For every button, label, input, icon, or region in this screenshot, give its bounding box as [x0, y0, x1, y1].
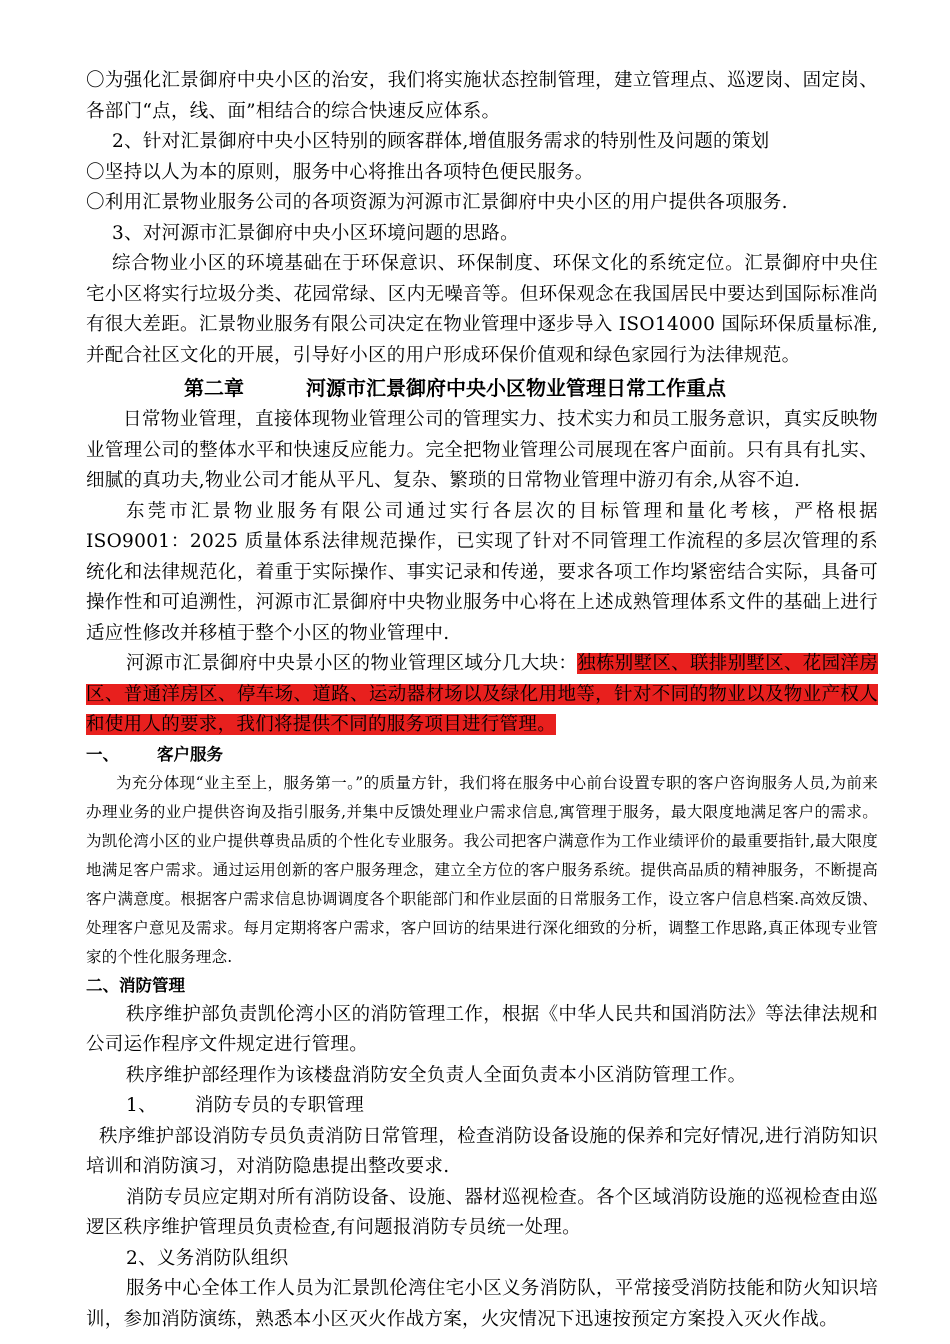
subsection-number: 1、 — [126, 1095, 157, 1116]
management-areas-text: 河源市汇景御府中央景小区的物业管理区域分几大块： — [126, 653, 578, 674]
environment-paragraph: 综合物业小区的环境基础在于环保意识、环保制度、环保文化的系统定位。汇景御府中央住宅小区将实行垃圾分类、花园常绿、区内无噪音等。但环保观念在我国居民中要达到国际标准尚有很大差距。汇景物业服务有限公司决定在物业管理中逐步导入 ISO14000 国际环保质量标准,并配合社区文化的开展，引导好小区的用户形成环保价值观和绿色家园行为法律规范。 — [86, 253, 878, 366]
subsection-heading-fire-specialist — [86, 1091, 878, 1122]
section-title: 客户服务 — [157, 744, 223, 764]
highlighted-areas-text: 独栋别墅区、联排别墅区、花园洋房区、普通洋房区、停车场、道路、运动器材场以及绿化用地等，针对不同的物业以及物业产权人和使用人的要求，我们将提供不同的服务项目进行管理。 — [86, 653, 879, 735]
daily-management-paragraph: 日常物业管理，直接体现物业管理公司的管理实力、技术实力和员工服务意识，真实反映物业管理公司的整体水平和快速反应能力。完全把物业管理公司展现在客户面前。只有具有扎实、细腻的真功夫,物业公司才能从平凡、复杂、繁琐的日常物业管理中游刃有余,从容不迫. — [86, 409, 878, 491]
fire-officer-paragraph: 秩序维护部经理作为该楼盘消防安全负责人全面负责本小区消防管理工作。 — [126, 1064, 747, 1086]
chapter-label: 第二章 — [184, 376, 244, 400]
fire-inspection-paragraph: 消防专员应定期对所有消防设备、设施、器材巡视检查。各个区域消防设施的巡视检查由巡逻区秩序维护管理员负责检查,有问题报消防专员统一处理。 — [86, 1186, 879, 1238]
section-number: 一、 — [86, 744, 119, 764]
document-page — [86, 66, 878, 1335]
quality-system-paragraph: 东莞市汇景物业服务有限公司通过实行各层次的目标管理和量化考核，严格根据 ISO9001：2025 质量体系法律规范操作，已实现了针对不同管理工作流程的多层次管理的系统化和法律规范化，着重于实际操作、事实记录和传递，要求各项工作均紧密结合实际，具备可操作性和可追溯性，河源市汇景御府中央物业服务中心将在上述成熟管理体系文件的基础上进行适应性修改并移植于整个小区的物业管理中. — [86, 500, 878, 644]
chapter-heading — [86, 372, 878, 404]
section-heading-fire-management: 二、消防管理 — [86, 975, 185, 995]
section-heading-customer-service — [86, 741, 878, 769]
customer-group-item: 2、针对汇景御府中央小区特别的顾客群体,增值服务需求的特别性及问题的策划 — [112, 131, 770, 152]
resources-paragraph: 〇利用汇景物业服务公司的各项资源为河源市汇景御府中央小区的用户提供各项服务. — [86, 192, 788, 213]
environment-item: 3、对河源市汇景御府中央小区环境问题的思路。 — [112, 222, 519, 244]
fire-specialist-paragraph: 秩序维护部设消防专员负责消防日常管理，检查消防设备设施的保养和完好情况,进行消防知识培训和消防演习，对消防隐患提出整改要求. — [86, 1125, 878, 1177]
customer-service-paragraph: 为充分体现“业主至上，服务第一。”的质量方针，我们将在服务中心前台设置专职的客户咨询服务人员,为前来办理业务的业户提供咨询及指引服务,并集中反馈处理业户需求信息,寓管理于服务，最大限度地满足客户的需求。为凯伦湾小区的业户提供尊贵品质的个性化专业服务。我公司把客户满意作为工作业绩评价的最重要指针,最大限度地满足客户需求。通过运用创新的客户服务理念，建立全方位的客户服务系统。提供高品质的精神服务，不断提高客户满意度。根据客户需求信息协调调度各个职能部门和作业层面的日常服务工作，设立客户信息档案.高效反馈、处理客户意见及需求。每月定期将客户需求，客户回访的结果进行深化细致的分析，调整工作思路,真正体现专业管家的个性化服务理念. — [86, 773, 878, 966]
volunteer-team-paragraph: 服务中心全体工作人员为汇景凯伦湾住宅小区义务消防队，平常接受消防技能和防火知识培训，参加消防演练，熟悉本小区灭火作战方案，火灾情况下迅速按预定方案投入灭火作战。 — [86, 1278, 879, 1330]
security-paragraph: 〇为强化汇景御府中央小区的治安，我们将实施状态控制管理，建立管理点、巡逻岗、固定岗、各部门“点，线、面”相结合的综合快速反应体系。 — [86, 70, 878, 122]
subsection-heading-volunteer-team: 2、义务消防队组织 — [126, 1247, 289, 1269]
subsection-title: 消防专员的专职管理 — [194, 1095, 365, 1116]
people-oriented-paragraph: 〇坚持以人为本的原则，服务中心将推出各项特色便民服务。 — [86, 161, 594, 183]
fire-management-paragraph: 秩序维护部负责凯伦湾小区的消防管理工作，根据《中华人民共和国消防法》等法律法规和公司运作程序文件规定进行管理。 — [86, 1003, 879, 1055]
management-areas-paragraph — [86, 649, 878, 741]
chapter-title: 河源市汇景御府中央小区物业管理日常工作重点 — [306, 376, 726, 400]
